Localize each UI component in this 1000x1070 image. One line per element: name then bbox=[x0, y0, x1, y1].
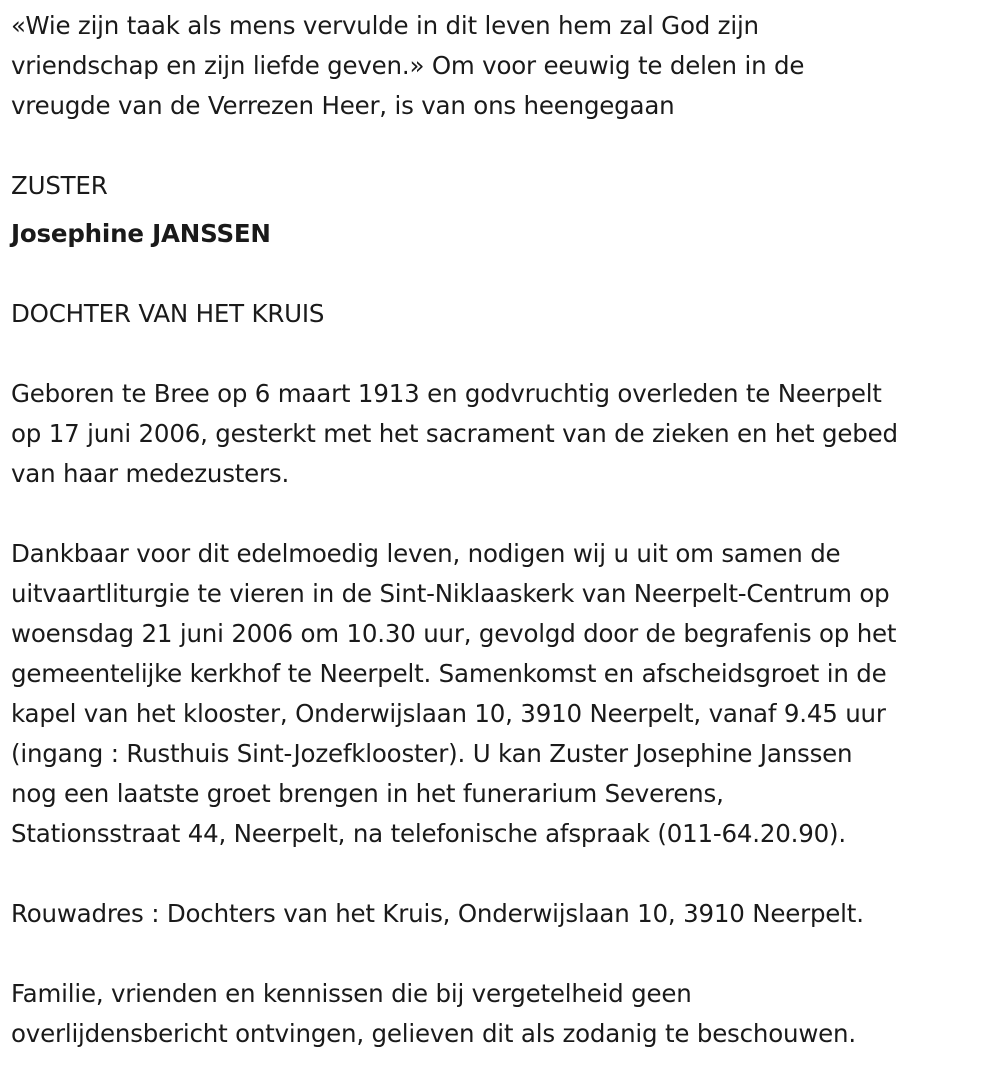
deceased-name: Josephine JANSSEN bbox=[11, 219, 271, 248]
birth-death-line: op 17 juni 2006, gesterkt met het sacrament van de zieken en het gebed bbox=[11, 419, 898, 448]
intro-quote bbox=[11, 6, 991, 126]
spacer bbox=[11, 494, 991, 534]
birth-death-line: van haar medezusters. bbox=[11, 459, 290, 488]
ceremony-paragraph bbox=[11, 534, 991, 854]
ceremony-line: woensdag 21 juni 2006 om 10.30 uur, gevolgd door de begrafenis op het bbox=[11, 619, 897, 648]
closing-note bbox=[11, 974, 991, 1054]
ceremony-line: Dankbaar voor dit edelmoedig leven, nodigen wij u uit om samen de bbox=[11, 539, 841, 568]
ceremony-line: nog een laatste groet brengen in het funerarium Severens, bbox=[11, 779, 724, 808]
mourning-address: Rouwadres : Dochters van het Kruis, Onderwijslaan 10, 3910 Neerpelt. bbox=[11, 899, 864, 928]
birth-death-paragraph bbox=[11, 374, 991, 494]
ceremony-line: (ingang : Rusthuis Sint-Jozefklooster). U kan Zuster Josephine Janssen bbox=[11, 739, 853, 768]
spacer bbox=[11, 126, 991, 166]
ceremony-line: Stationsstraat 44, Neerpelt, na telefonische afspraak (011-64.20.90). bbox=[11, 819, 846, 848]
intro-quote-line: vreugde van de Verrezen Heer, is van ons heengegaan bbox=[11, 91, 675, 120]
closing-note-line: overlijdensbericht ontvingen, gelieven dit als zodanig te beschouwen. bbox=[11, 1019, 856, 1048]
spacer bbox=[11, 254, 991, 294]
obituary-notice bbox=[11, 6, 991, 1054]
ceremony-line: gemeentelijke kerkhof te Neerpelt. Samenkomst en afscheidsgroet in de bbox=[11, 659, 887, 688]
ceremony-line: kapel van het klooster, Onderwijslaan 10, 3910 Neerpelt, vanaf 9.45 uur bbox=[11, 699, 886, 728]
spacer bbox=[11, 854, 991, 894]
intro-quote-line: vriendschap en zijn liefde geven.» Om voor eeuwig te delen in de bbox=[11, 51, 805, 80]
congregation: DOCHTER VAN HET KRUIS bbox=[11, 299, 325, 328]
ceremony-line: uitvaartliturgie te vieren in de Sint-Niklaaskerk van Neerpelt-Centrum op bbox=[11, 579, 890, 608]
intro-quote-line: «Wie zijn taak als mens vervulde in dit leven hem zal God zijn bbox=[11, 11, 759, 40]
spacer bbox=[11, 334, 991, 374]
birth-death-line: Geboren te Bree op 6 maart 1913 en godvruchtig overleden te Neerpelt bbox=[11, 379, 882, 408]
spacer bbox=[11, 934, 991, 974]
title-prefix: ZUSTER bbox=[11, 171, 108, 200]
closing-note-line: Familie, vrienden en kennissen die bij vergetelheid geen bbox=[11, 979, 692, 1008]
